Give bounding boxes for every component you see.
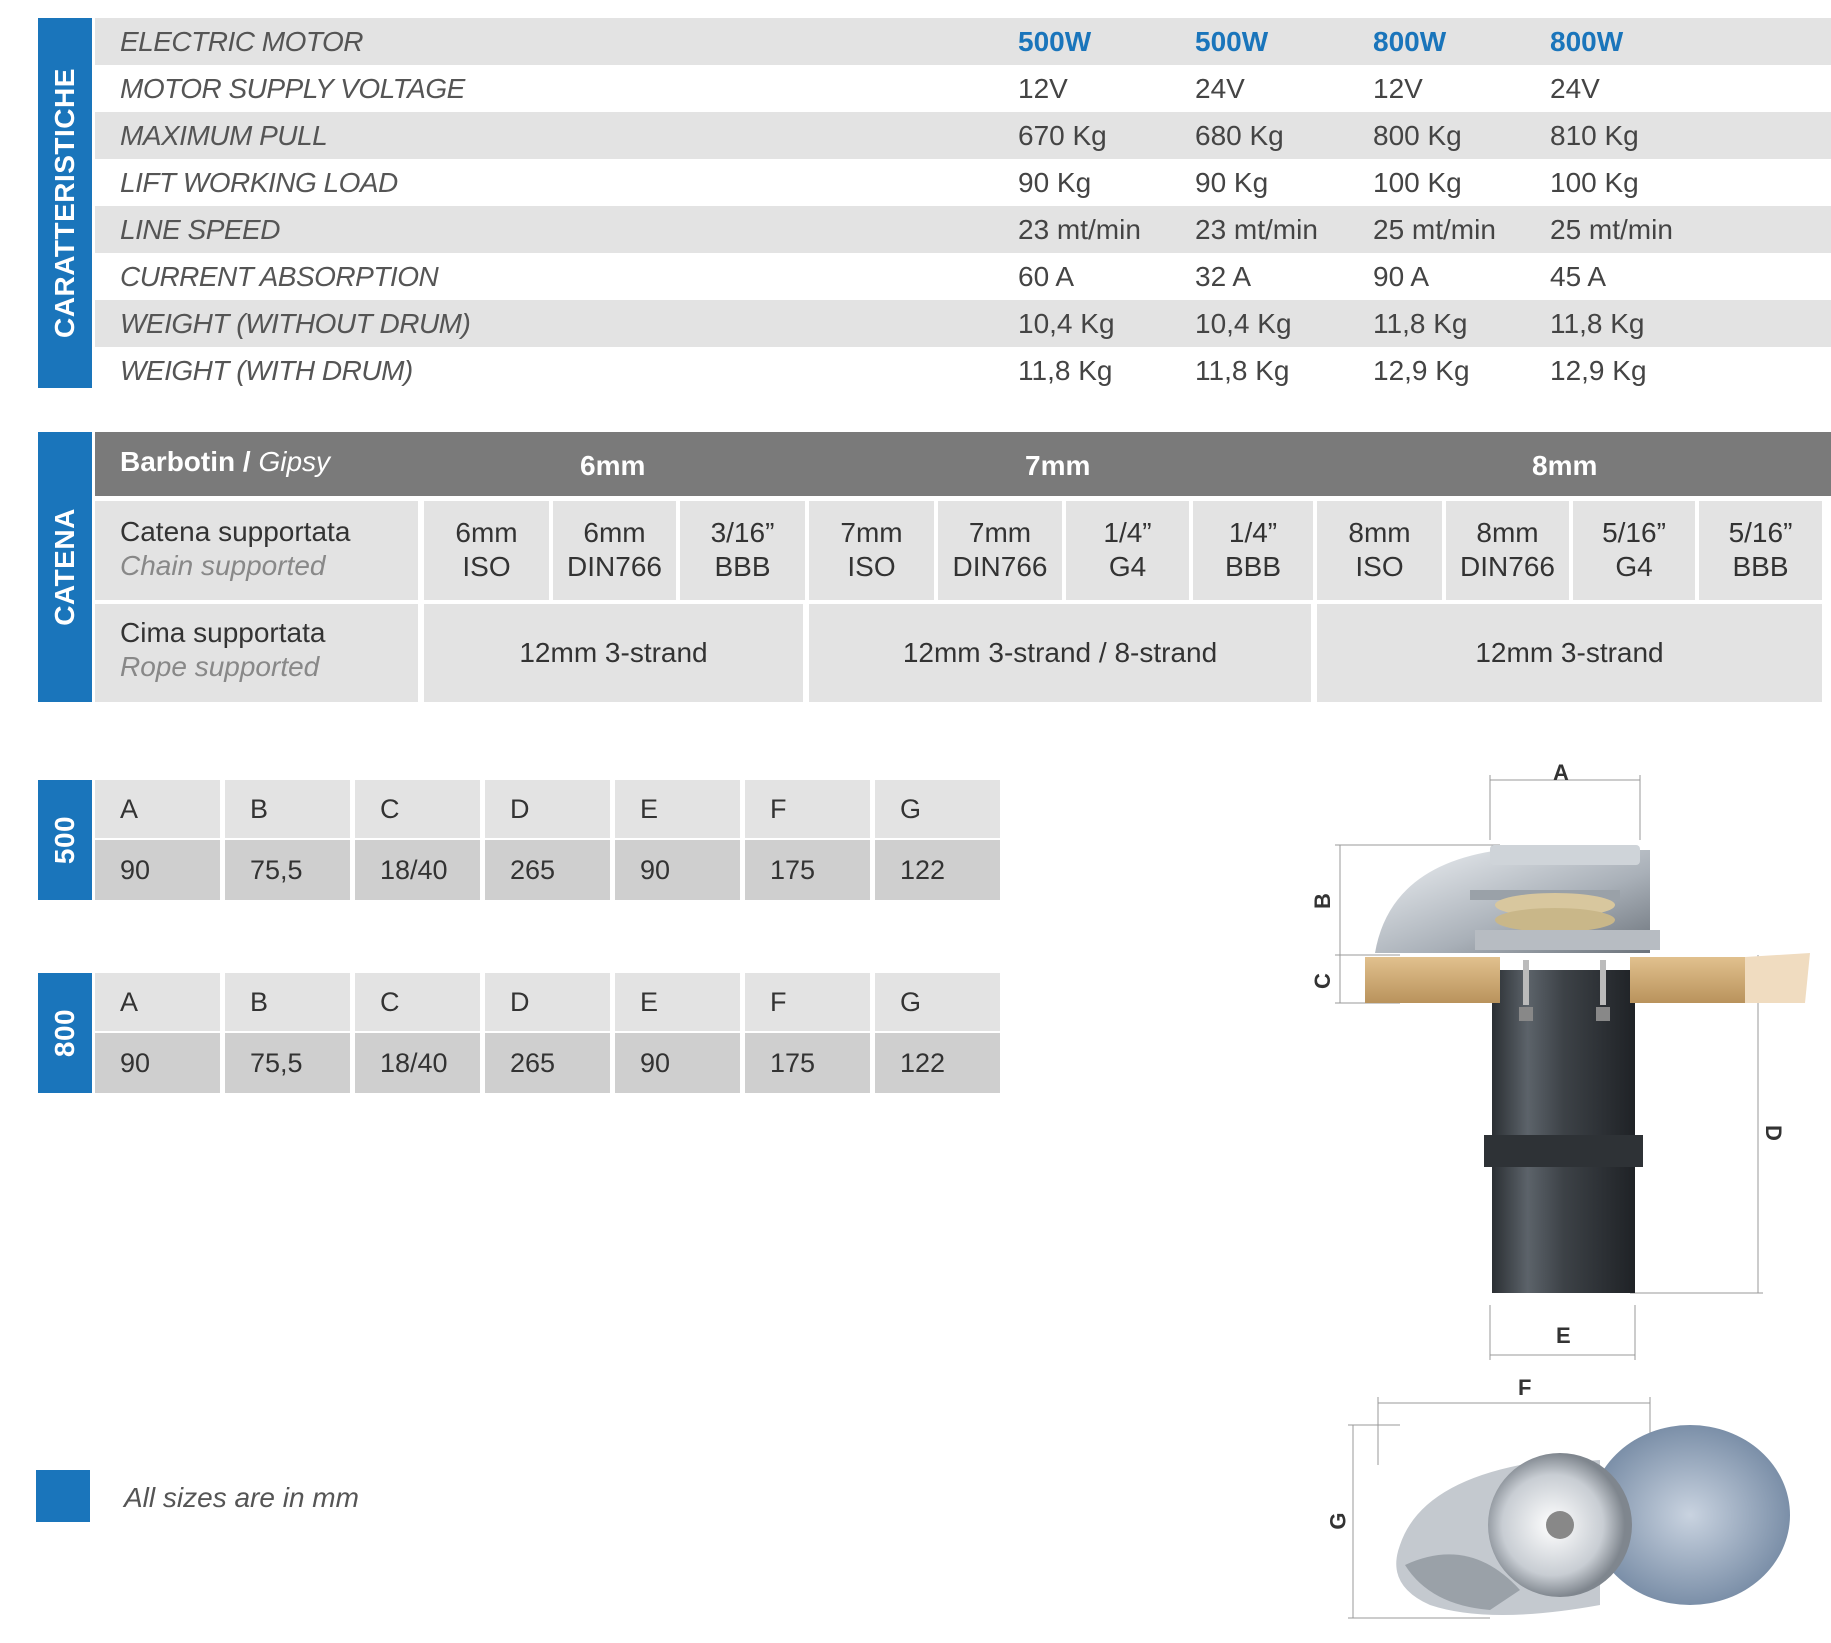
dim-header-text: C: [380, 794, 400, 824]
spec-row-value: 32 A: [1195, 261, 1252, 292]
spec-section-label: CARATTERISTICHE: [49, 68, 80, 338]
spec-row-value: 100 Kg: [1373, 167, 1462, 198]
chain-standard: DIN766: [952, 551, 1048, 582]
chain-section-label: CATENA: [49, 508, 80, 626]
chain-standard: DIN766: [1460, 551, 1555, 582]
dim-header-text: A: [120, 794, 139, 824]
dim-value-text: 18/40: [380, 855, 448, 885]
dim-header-text: G: [900, 987, 922, 1017]
chain-standard: ISO: [847, 551, 896, 582]
spec-row-value: 23 mt/min: [1195, 214, 1318, 245]
spec-row-value: 45 A: [1550, 261, 1607, 292]
dim-value-text: 90: [120, 1048, 151, 1078]
dim-header-text: A: [120, 987, 139, 1017]
rope-cell-6mm: [424, 604, 803, 702]
dim-value-text: 75,5: [250, 855, 303, 885]
dim-header-cell: [875, 973, 1000, 1031]
chain-cell: [1317, 501, 1442, 600]
chain-section-sidebar: [38, 432, 92, 702]
spec-row-value: 11,8 Kg: [1550, 308, 1645, 339]
dim-value-cell: [225, 1033, 350, 1093]
spec-row-value: 11,8 Kg: [1373, 308, 1468, 339]
dim-header-cell: [95, 780, 220, 838]
dim-value-text: 75,5: [250, 1048, 303, 1078]
chain-standard: G4: [1615, 551, 1653, 582]
spec-row-value: 800W: [1373, 26, 1447, 57]
dim-value-cell: [875, 840, 1000, 900]
rope-cell-7mm: [809, 604, 1311, 702]
dim-header-cell: [485, 973, 610, 1031]
dim-value-cell: [745, 840, 870, 900]
chain-size: 5/16”: [1728, 517, 1793, 548]
chain-size: 3/16”: [710, 517, 775, 548]
chain-size: 6mm: [455, 517, 518, 548]
chain-cell: [938, 501, 1062, 600]
dim-header-text: B: [250, 794, 269, 824]
dim-value-text: 18/40: [380, 1048, 448, 1078]
spec-row: [95, 300, 1831, 347]
dim-value-cell: [95, 1033, 220, 1093]
dim-header-cell: [745, 973, 870, 1031]
spec-row: [95, 65, 1831, 112]
spec-row-value: 23 mt/min: [1018, 214, 1141, 245]
drawing-label-b: B: [1309, 893, 1335, 909]
dim-header-cell: [875, 780, 1000, 838]
dim-800-sidebar: [38, 973, 92, 1093]
spec-row-value: 10,4 Kg: [1018, 308, 1115, 339]
gipsy-label: Gipsy: [258, 446, 331, 477]
windlass-drawing: [1290, 745, 1831, 1635]
spec-row-label: LINE SPEED: [120, 214, 280, 245]
dim-header-cell: [355, 973, 480, 1031]
dim-header-text: F: [770, 794, 787, 824]
dim-value-text: 175: [770, 1048, 816, 1078]
chain-standard: BBB: [1224, 551, 1282, 582]
spec-row-value: 12V: [1373, 73, 1423, 104]
dim-value-text: 90: [640, 855, 671, 885]
dim-header-cell: [225, 973, 350, 1031]
spec-row-value: 12,9 Kg: [1373, 355, 1470, 386]
dim-800-label: 800: [49, 1008, 80, 1058]
chain-standard: ISO: [462, 551, 511, 582]
rope-label-en: Rope supported: [120, 651, 320, 682]
dim-header-text: E: [640, 987, 659, 1017]
rope-6mm-text: 12mm 3-strand: [519, 637, 708, 668]
spec-row: [95, 253, 1831, 300]
spec-row-value: 810 Kg: [1550, 120, 1639, 151]
dim-header-text: D: [510, 987, 530, 1017]
chain-header-bar: [95, 432, 1831, 496]
chain-cell: [680, 501, 805, 600]
drawing-label-c: C: [1309, 973, 1335, 989]
spec-row-label: ELECTRIC MOTOR: [120, 26, 363, 57]
spec-row: [95, 112, 1831, 159]
chain-label: Catena supportata: [120, 516, 351, 547]
spec-row-label: WEIGHT (WITHOUT DRUM): [120, 308, 471, 339]
dim-value-cell: [355, 840, 480, 900]
chain-cell: [1573, 501, 1695, 600]
group-8mm: 8mm: [1532, 450, 1598, 481]
spec-row-label: LIFT WORKING LOAD: [120, 167, 398, 198]
spec-row: [95, 18, 1831, 65]
spec-row-value: 24V: [1550, 73, 1600, 104]
dim-value-cell: [615, 1033, 740, 1093]
dim-header-text: E: [640, 794, 659, 824]
chain-size: 6mm: [583, 517, 646, 548]
dim-header-cell: [485, 780, 610, 838]
spec-row-value: 90 Kg: [1195, 167, 1269, 198]
rope-7mm-text: 12mm 3-strand / 8-strand: [902, 637, 1218, 668]
drawing-label-d: D: [1760, 1125, 1786, 1141]
spec-row: [95, 206, 1831, 253]
spec-row: [95, 159, 1831, 206]
dim-header-text: F: [770, 987, 787, 1017]
dim-value-text: 90: [120, 855, 151, 885]
chain-size: 8mm: [1348, 517, 1411, 548]
chain-size: 1/4”: [1228, 517, 1278, 548]
drawing-label-e: E: [1556, 1323, 1571, 1348]
chain-size: 8mm: [1476, 517, 1539, 548]
footnote-color-square: [36, 1470, 90, 1522]
chain-cell: [424, 501, 549, 600]
rope-label: Cima supportata: [120, 617, 326, 648]
spec-row-label: MAXIMUM PULL: [120, 120, 328, 151]
spec-row-value: 11,8 Kg: [1018, 355, 1113, 386]
drawing-label-a: A: [1553, 760, 1569, 785]
dim-header-cell: [745, 780, 870, 838]
dim-value-cell: [875, 1033, 1000, 1093]
spec-row-value: 670 Kg: [1018, 120, 1107, 151]
dim-header-cell: [615, 973, 740, 1031]
spec-row-value: 25 mt/min: [1373, 214, 1496, 245]
dim-value-cell: [485, 1033, 610, 1093]
spec-row-label: MOTOR SUPPLY VOLTAGE: [120, 73, 465, 104]
chain-standard: G4: [1108, 551, 1147, 582]
barbotin-label: Barbotin: [120, 446, 236, 477]
drawing-label-f: F: [1518, 1375, 1532, 1400]
spec-row-value: 500W: [1195, 26, 1269, 57]
dim-value-text: 265: [510, 855, 556, 885]
dim-500-label: 500: [49, 815, 80, 865]
chain-size: 7mm: [968, 517, 1032, 548]
chain-cell: [553, 501, 676, 600]
chain-cell: [1446, 501, 1569, 600]
dim-header-cell: [615, 780, 740, 838]
spec-row-label: WEIGHT (WITH DRUM): [120, 355, 413, 386]
group-6mm: 6mm: [580, 450, 646, 481]
chain-size: 5/16”: [1602, 517, 1666, 548]
dim-header-cell: [355, 780, 480, 838]
chain-standard: BBB: [1732, 551, 1789, 582]
dim-value-text: 122: [900, 855, 946, 885]
spec-row: [95, 347, 1831, 394]
rope-cell-8mm: [1317, 604, 1822, 702]
dim-value-text: 90: [640, 1048, 671, 1078]
dim-value-cell: [485, 840, 610, 900]
group-7mm: 7mm: [1025, 450, 1091, 481]
dim-value-cell: [745, 1033, 870, 1093]
dim-value-cell: [615, 840, 740, 900]
dim-header-text: B: [250, 987, 269, 1017]
spec-row-value: 12,9 Kg: [1550, 355, 1647, 386]
chain-size: 7mm: [840, 517, 903, 548]
spec-row-value: 60 A: [1018, 261, 1075, 292]
dim-500-sidebar: [38, 780, 92, 900]
dim-header-cell: [225, 780, 350, 838]
spec-row-value: 24V: [1195, 73, 1245, 104]
chain-standard: BBB: [714, 551, 771, 582]
spec-row-label: CURRENT ABSORPTION: [120, 261, 439, 292]
spec-row-value: 800W: [1550, 26, 1624, 57]
dim-value-cell: [225, 840, 350, 900]
dim-header-cell: [95, 973, 220, 1031]
spec-row-value: 500W: [1018, 26, 1092, 57]
chain-size: 1/4”: [1103, 517, 1152, 548]
dim-value-text: 175: [770, 855, 816, 885]
spec-row-value: 90 A: [1373, 261, 1430, 292]
spec-row-value: 100 Kg: [1550, 167, 1639, 198]
dim-header-text: D: [510, 794, 530, 824]
drawing-label-g: G: [1325, 1512, 1351, 1530]
rope-supported-label-cell: [95, 604, 418, 702]
chain-supported-label-cell: [95, 501, 418, 600]
spec-row-value: 90 Kg: [1018, 167, 1092, 198]
dim-value-cell: [355, 1033, 480, 1093]
chain-standard: DIN766: [567, 551, 662, 582]
dim-value-text: 265: [510, 1048, 556, 1078]
chain-label-en: Chain supported: [120, 550, 326, 581]
footnote-text: All sizes are in mm: [124, 1482, 359, 1513]
dim-value-cell: [95, 840, 220, 900]
spec-section-sidebar: [38, 18, 92, 388]
chain-header-title: [120, 446, 330, 478]
spec-row-value: 800 Kg: [1373, 120, 1462, 151]
spec-row-value: 11,8 Kg: [1195, 355, 1290, 386]
chain-cell: [1193, 501, 1313, 600]
dim-header-text: G: [900, 794, 922, 824]
dim-header-text: C: [380, 987, 400, 1017]
chain-cell: [809, 501, 934, 600]
dim-value-text: 122: [900, 1048, 946, 1078]
header-sep: /: [235, 446, 259, 477]
rope-8mm-text: 12mm 3-strand: [1475, 637, 1664, 668]
chain-cell: [1066, 501, 1189, 600]
spec-row-value: 10,4 Kg: [1195, 308, 1292, 339]
chain-standard: ISO: [1355, 551, 1404, 582]
spec-row-value: 680 Kg: [1195, 120, 1284, 151]
spec-row-value: 25 mt/min: [1550, 214, 1673, 245]
chain-cell: [1699, 501, 1822, 600]
spec-row-value: 12V: [1018, 73, 1068, 104]
